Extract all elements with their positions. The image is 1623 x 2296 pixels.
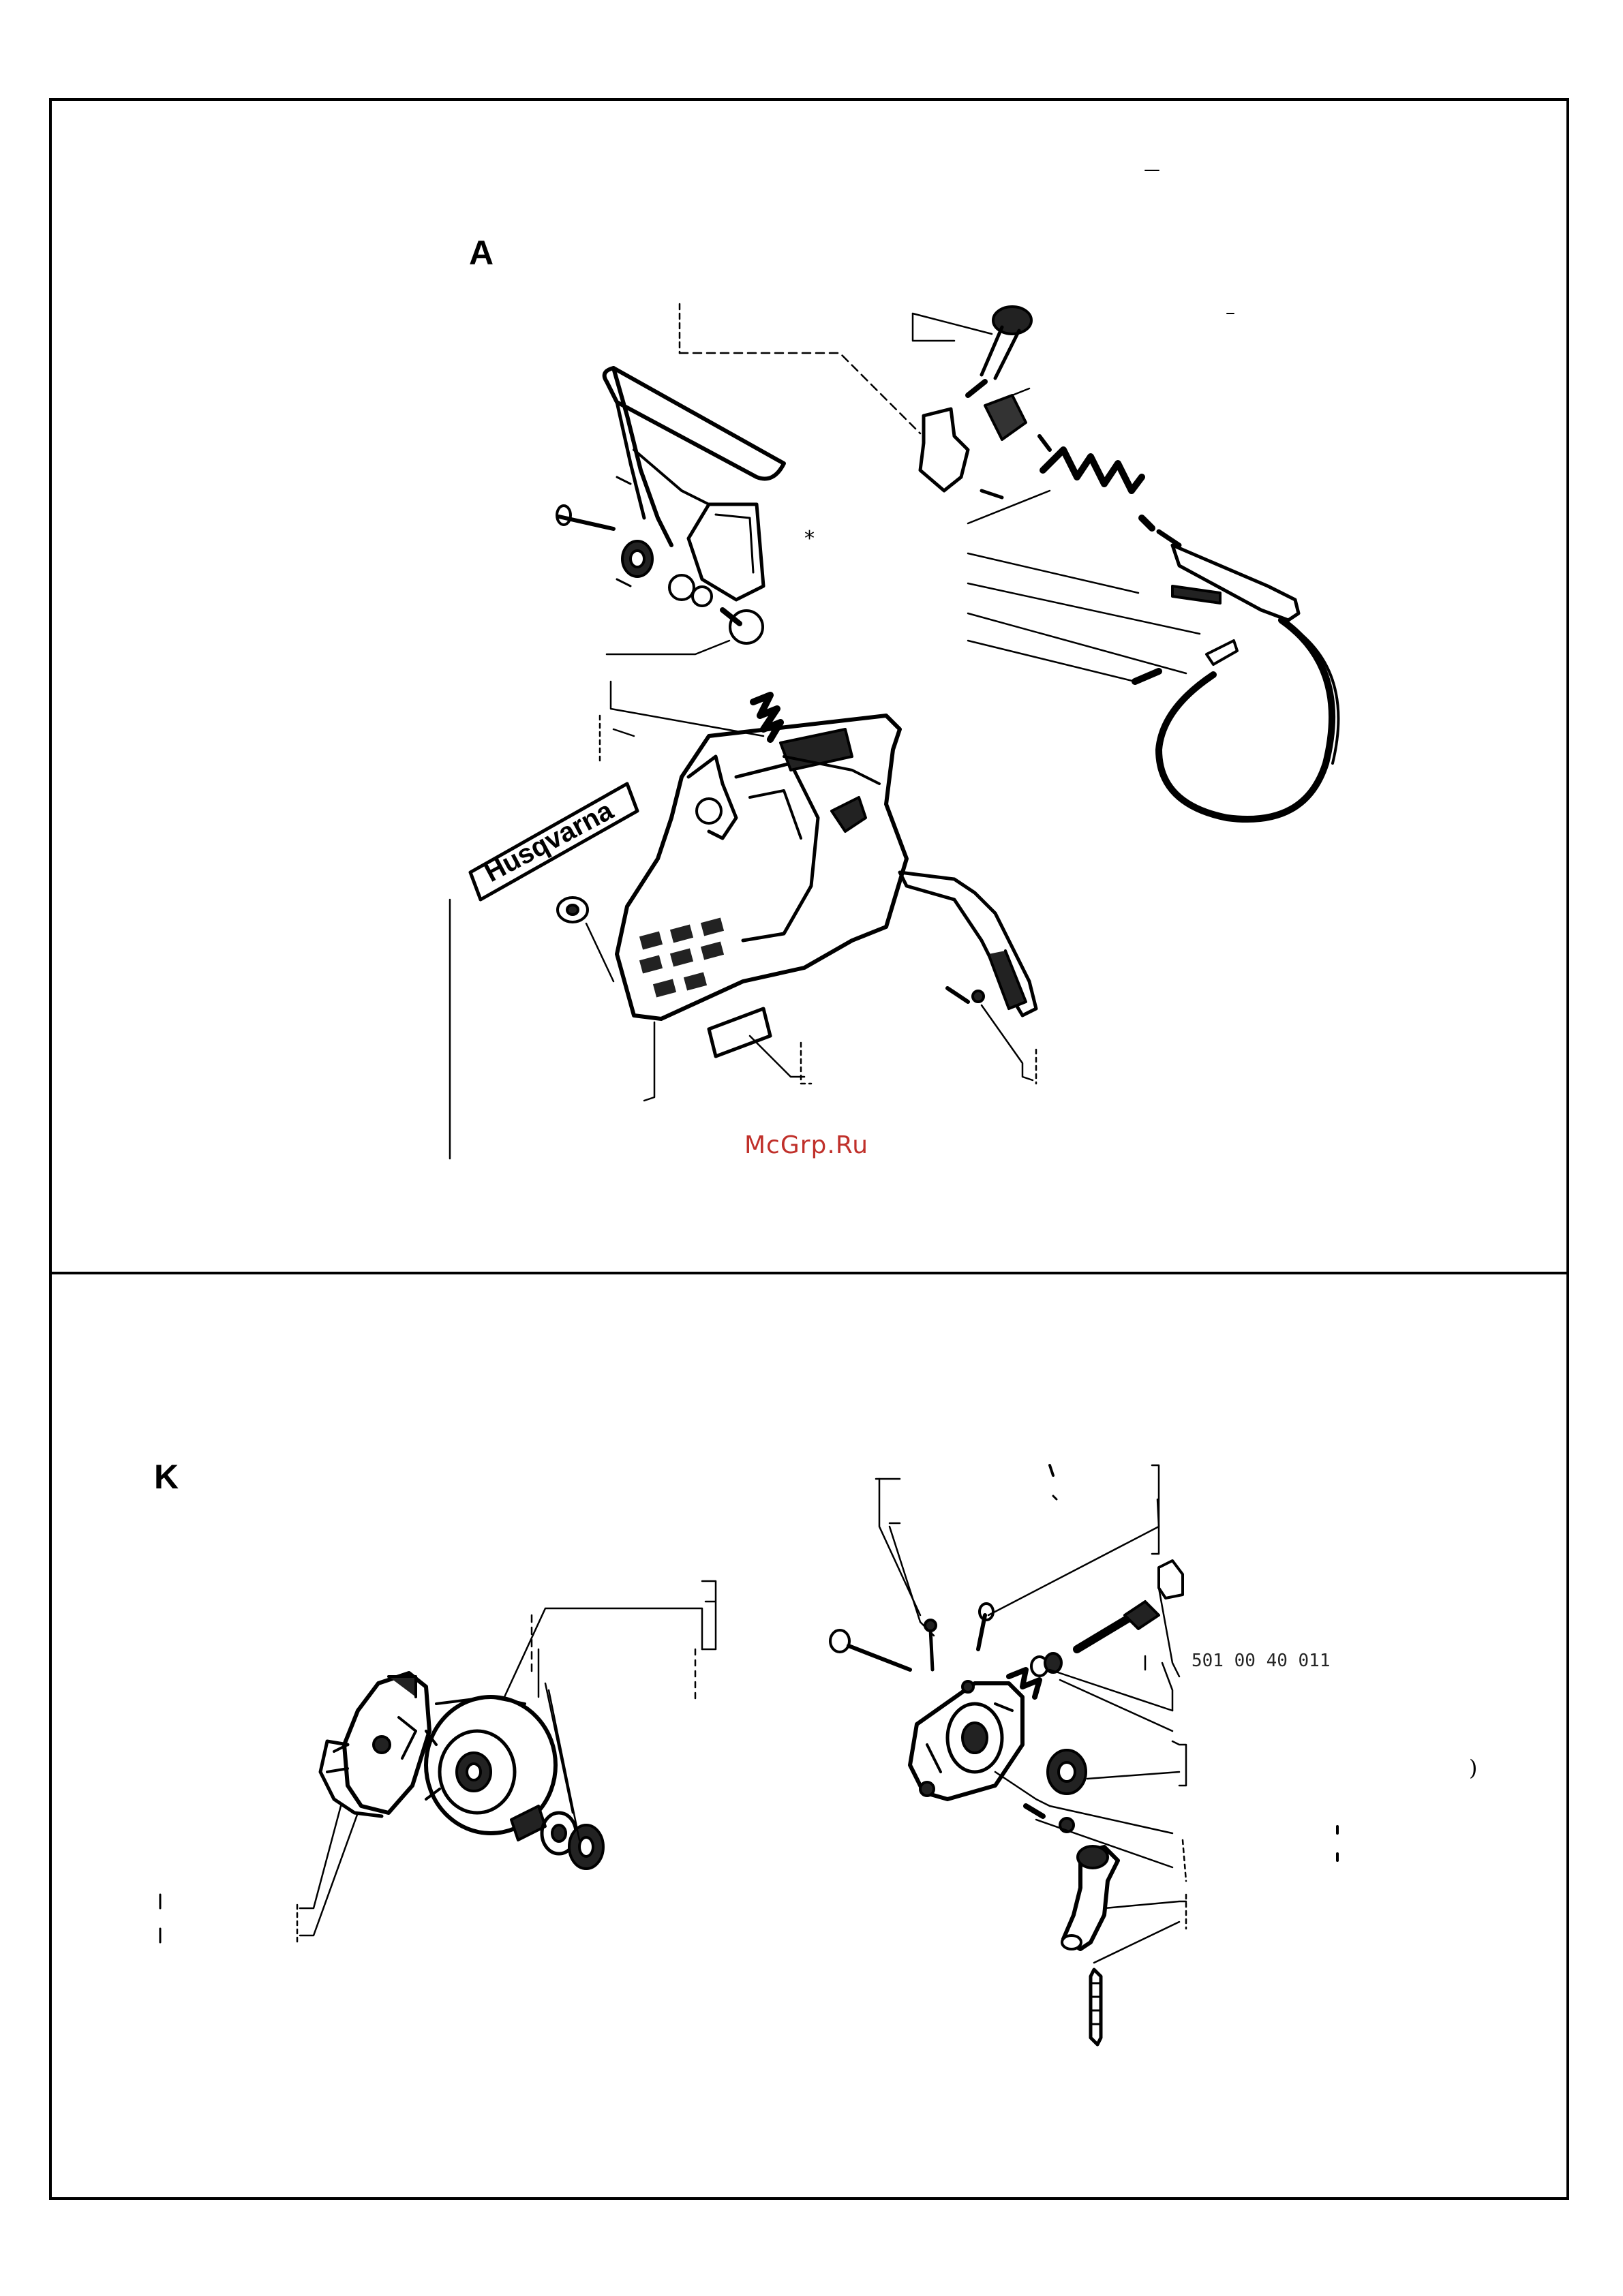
part-number-fragment: 501 00 40 011: [1192, 1651, 1331, 1671]
diagram-k-label: K: [154, 1458, 179, 1496]
chain-brake-mechanism: [920, 307, 1338, 819]
compression-spring: [753, 695, 780, 739]
cover-nut: [558, 898, 613, 981]
pump-screws: [830, 1561, 1183, 1697]
cover-grille: [639, 917, 724, 997]
pump-nozzle: [1091, 1970, 1101, 2045]
leader-lines-k-left: [160, 1581, 716, 1942]
husqvarna-decal: [470, 784, 637, 900]
diagram-a: [450, 170, 1338, 1159]
pump-pin: [1026, 1806, 1043, 1816]
clutch-cover: [617, 716, 907, 1019]
leader-lines-a: [450, 304, 1200, 1159]
bearing-washers: [511, 1806, 603, 1869]
pump-gear: [1048, 1750, 1086, 1794]
oil-pump: [910, 1681, 1022, 1799]
watermark: McGrp.Ru: [744, 1131, 869, 1159]
oil-hose: [1062, 1846, 1118, 1949]
diagram-a-label: A: [469, 234, 494, 272]
asterisk-mark: *: [804, 527, 815, 551]
brake-lever: [900, 872, 1036, 1084]
clutch-shoes: [320, 1673, 429, 1816]
chain-catcher: [709, 1009, 770, 1056]
decal-text: Husqvarna: [479, 795, 618, 888]
diagram-k: [160, 1465, 1477, 2045]
handle-fasteners: [557, 477, 763, 643]
stray-paren: ): [1469, 1755, 1478, 1781]
